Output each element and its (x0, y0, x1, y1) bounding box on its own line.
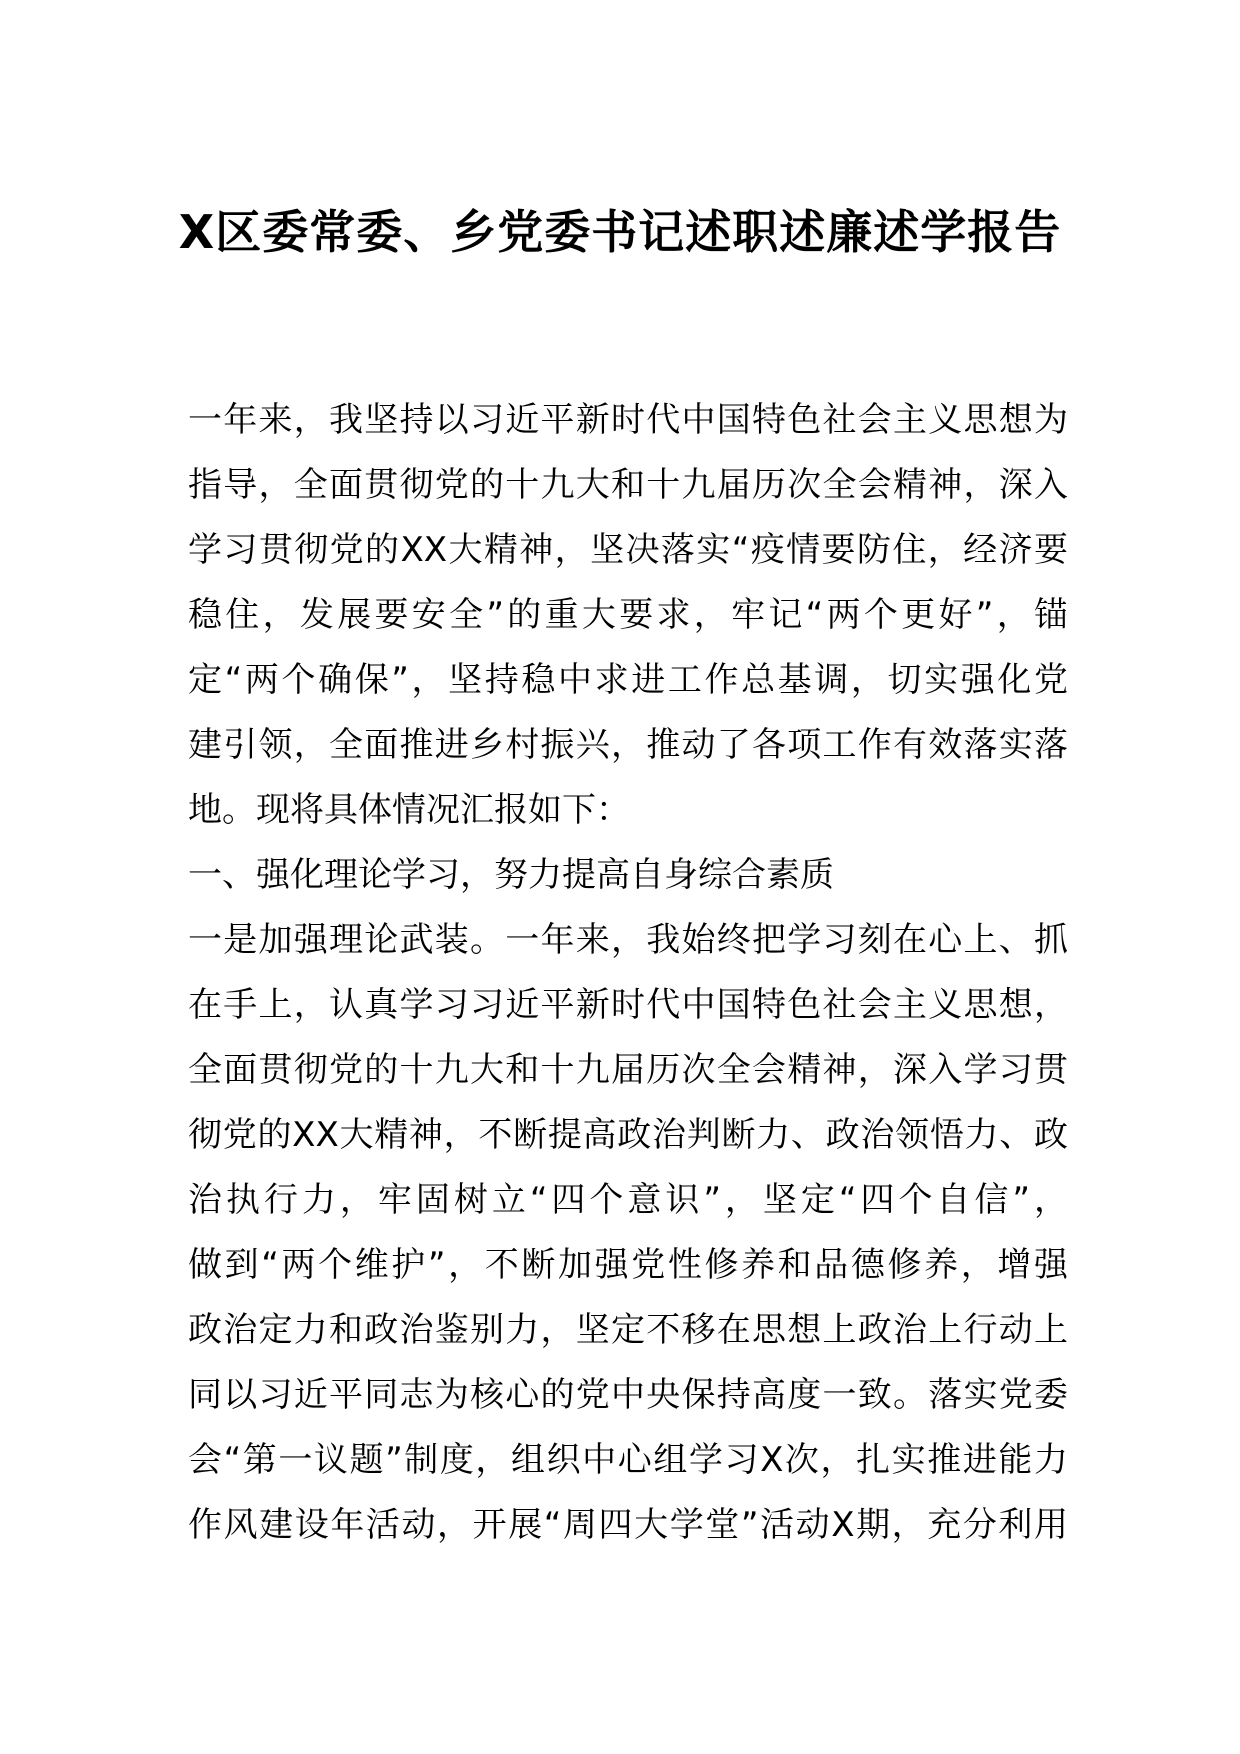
text-line: 治执行力，牢固树立“四个意识”，坚定“四个自信”， (188, 1180, 1068, 1220)
text-line: 在手上，认真学习习近平新时代中国特色社会主义思想， (188, 985, 1068, 1025)
report-body (188, 388, 1068, 1558)
text-line: 稳住，发展要安全”的重大要求，牢记“两个更好”，锚 (188, 595, 1068, 635)
text-line: 地。现将具体情况汇报如下： (188, 790, 630, 830)
text-line: 定“两个确保”，坚持稳中求进工作总基调，切实强化党 (188, 660, 1068, 700)
text-line: 全面贯彻党的十九大和十九届历次全会精神，深入学习贯 (188, 1050, 1068, 1090)
text-line: 会“第一议题”制度，组织中心组学习X次，扎实推进能力 (188, 1440, 1068, 1480)
text-line: 学习贯彻党的XX大精神，坚决落实“疫情要防住，经济要 (188, 530, 1068, 570)
text-line: 政治定力和政治鉴别力，坚定不移在思想上政治上行动上 (188, 1310, 1068, 1350)
text-line: 一年来，我坚持以习近平新时代中国特色社会主义思想为 (188, 400, 1068, 440)
text-line: 指导，全面贯彻党的十九大和十九届历次全会精神，深入 (188, 465, 1068, 505)
page-title: X区委常委、乡党委书记述职述廉述学报告 (178, 205, 1062, 259)
text-line: 彻党的XX大精神，不断提高政治判断力、政治领悟力、政 (188, 1115, 1068, 1155)
text-line: 做到“两个维护”，不断加强党性修养和品德修养，增强 (188, 1245, 1068, 1285)
section-heading: 一、强化理论学习，努力提高自身综合素质 (188, 855, 834, 895)
text-line: 作风建设年活动，开展“周四大学堂”活动X期，充分利用 (188, 1505, 1068, 1545)
text-line: 一是加强理论武装。一年来，我始终把学习刻在心上、抓 (188, 920, 1068, 960)
text-line: 建引领，全面推进乡村振兴，推动了各项工作有效落实落 (188, 725, 1068, 765)
text-line: 同以习近平同志为核心的党中央保持高度一致。落实党委 (188, 1375, 1068, 1415)
